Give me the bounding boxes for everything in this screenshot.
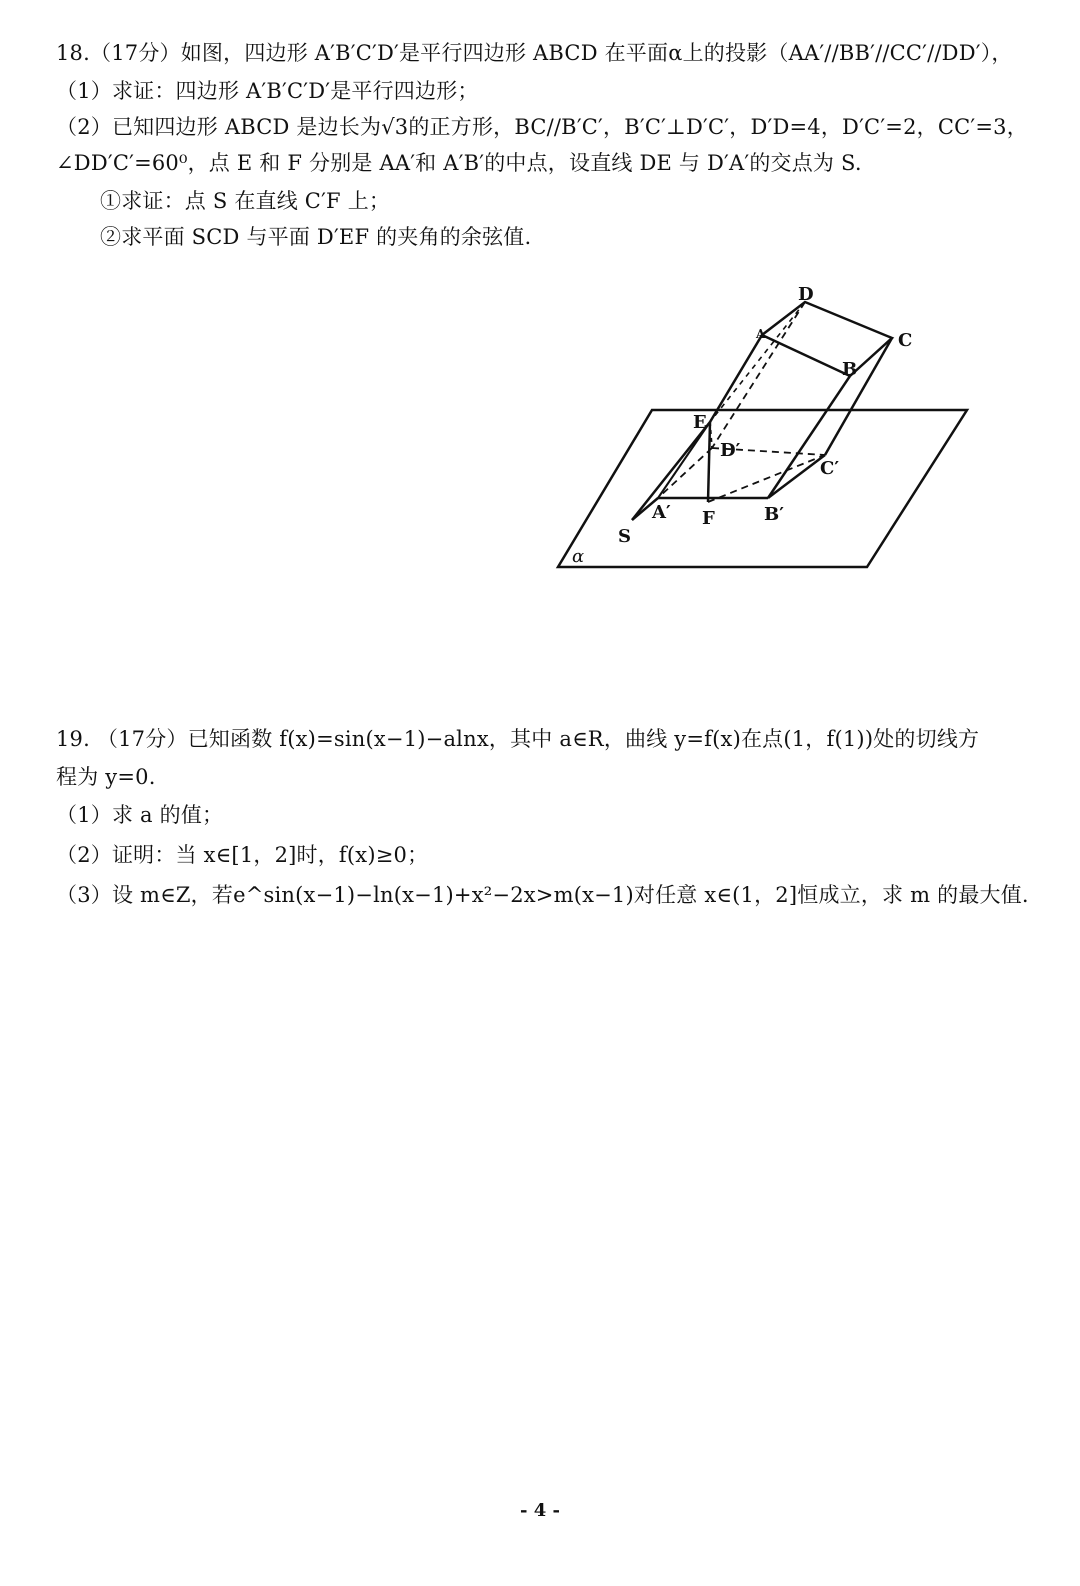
hidden-Dp-Ap [658,448,712,498]
geometry-figure [540,280,980,580]
label-S: S [618,526,631,547]
label-alpha: α [572,546,585,567]
q18-line-4: ∠DD′C′=60⁰，点 E 和 F 分别是 AA′和 A′B′的中点，设直线 DE 与 D′A′的交点为 S. [56,151,862,175]
label-B: B [842,359,858,380]
hidden-D-Dp [712,302,805,448]
label-Dp: D′ [720,440,741,461]
edge-B-Bp [768,376,850,498]
label-C: C [898,330,913,351]
edge-A-B [762,335,850,376]
label-Cp: C′ [820,458,840,479]
q18-line-6: ②求平面 SCD 与平面 D′EF 的夹角的余弦值. [100,225,532,249]
q19-line-2: 程为 y=0. [56,765,156,789]
label-Ap: A′ [652,502,671,523]
label-E: E [693,412,707,433]
label-F: F [702,508,715,529]
edge-E-S [632,422,710,520]
hidden-D-E [710,302,805,422]
q19-line-4: （2）证明：当 x∈[1，2]时，f(x)≥0； [56,843,429,867]
q19-line-1: 19. （17分）已知函数 f(x)=sin(x−1)−alnx，其中 a∈R，曲线 y=f(x)在点(1，f(1))处的切线方 [56,727,980,751]
hidden-F-Cp [708,455,825,502]
q19-line-3: （1）求 a 的值； [56,803,224,827]
label-A: A [756,327,766,341]
edge-E-F [708,422,710,502]
edge-E-Ap [658,422,710,498]
q18-line-1: 18.（17分）如图，四边形 A′B′C′D′是平行四边形 ABCD 在平面α上的投影（AA′//BB′//CC′//DD′）， [56,41,1013,65]
edge-Bp-Cp [768,455,825,498]
figure-svg [540,280,980,580]
q18-line-2: （1）求证：四边形 A′B′C′D′是平行四边形； [56,79,479,103]
q19-line-5: （3）设 m∈Z，若e^sin(x−1)−ln(x−1)+x²−2x>m(x−1)对任意 x∈(1，2]恒成立，求 m 的最大值. [56,883,1029,907]
label-D: D [798,284,814,305]
label-Bp: B′ [764,504,784,525]
q18-line-3: （2）已知四边形 ABCD 是边长为√3的正方形，BC//B′C′，B′C′⊥D′C′，D′D=4，D′C′=2，CC′=3， [56,115,1028,139]
q18-line-5: ①求证：点 S 在直线 C′F 上； [100,189,391,213]
page-number: - 4 - [520,1500,560,1521]
